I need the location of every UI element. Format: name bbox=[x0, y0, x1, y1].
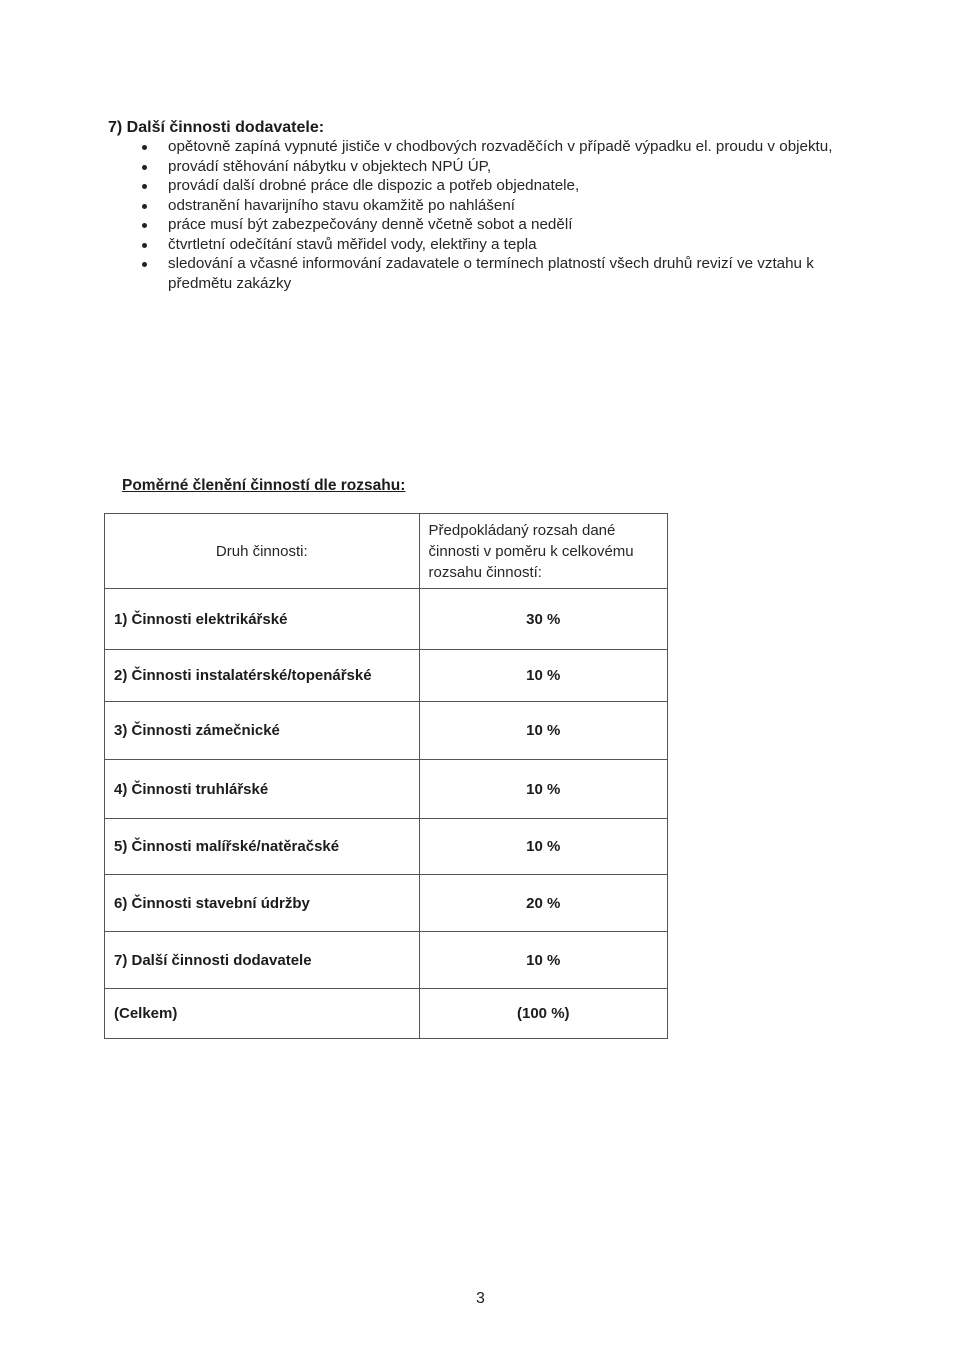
column-header-scope-line: Předpokládaný rozsah dané bbox=[428, 521, 616, 539]
list-item bbox=[142, 215, 852, 235]
list-item bbox=[142, 157, 852, 177]
table-row bbox=[105, 819, 668, 875]
bullet-list bbox=[142, 137, 852, 293]
scope-cell: 10 % bbox=[419, 932, 667, 989]
list-item-text: čtvrtletní odečítání stavů měřidel vody, elektřiny a tepla bbox=[168, 235, 537, 253]
activity-cell: 7) Další činnosti dodavatele bbox=[105, 932, 420, 989]
table-row-total bbox=[105, 989, 668, 1039]
list-item-text: provádí další drobné práce dle dispozic a potřeb objednatele, bbox=[168, 177, 580, 194]
table-row bbox=[105, 650, 668, 702]
bullet-icon bbox=[142, 165, 147, 170]
list-item bbox=[142, 196, 852, 216]
list-item-text: sledování a včasné informování zadavatele o termínech platností všech druhů revizí ve vztahu k předmětu zakázky bbox=[168, 255, 814, 292]
table-title: Poměrné členění činností dle rozsahu: bbox=[122, 477, 406, 494]
activity-cell: 6) Činnosti stavební údržby bbox=[105, 875, 420, 932]
activity-cell: 2) Činnosti instalatérské/topenářské bbox=[105, 650, 420, 702]
column-header-scope-line: činnosti v poměru k celkovému bbox=[428, 542, 634, 560]
table-header-row bbox=[105, 514, 668, 589]
bullet-icon bbox=[142, 262, 147, 267]
list-item bbox=[142, 254, 852, 293]
list-item-text: odstranění havarijního stavu okamžitě po nahlášení bbox=[168, 196, 515, 214]
scope-cell: 20 % bbox=[419, 875, 667, 932]
table-row bbox=[105, 702, 668, 760]
column-header-scope bbox=[419, 514, 667, 589]
activity-cell: 5) Činnosti malířské/natěračské bbox=[105, 819, 420, 875]
section-heading: 7) Další činnosti dodavatele: bbox=[108, 119, 325, 136]
bullet-icon bbox=[142, 184, 147, 189]
bullet-icon bbox=[142, 204, 147, 209]
list-item-text: opětovně zapíná vypnuté jističe v chodbových rozvaděčích v případě výpadku el. proudu v objektu, bbox=[168, 138, 833, 155]
bullet-icon bbox=[142, 243, 147, 248]
list-item-text: práce musí být zabezpečovány denně včetně sobot a nedělí bbox=[168, 216, 573, 233]
table-row bbox=[105, 589, 668, 650]
activity-cell: (Celkem) bbox=[105, 989, 420, 1039]
table-row bbox=[105, 875, 668, 932]
list-item bbox=[142, 235, 852, 255]
scope-cell: 10 % bbox=[419, 702, 667, 760]
scope-cell: 30 % bbox=[419, 589, 667, 650]
column-header-scope-line: rozsahu činností: bbox=[428, 563, 542, 581]
table-row bbox=[105, 932, 668, 989]
page-number: 3 bbox=[476, 1290, 485, 1307]
column-header-activity: Druh činnosti: bbox=[105, 514, 420, 589]
list-item bbox=[142, 137, 852, 157]
scope-cell: (100 %) bbox=[419, 989, 667, 1039]
activity-cell: 4) Činnosti truhlářské bbox=[105, 760, 420, 819]
activity-cell: 1) Činnosti elektrikářské bbox=[105, 589, 420, 650]
bullet-icon bbox=[142, 145, 147, 150]
scope-cell: 10 % bbox=[419, 650, 667, 702]
scope-cell: 10 % bbox=[419, 760, 667, 819]
activity-cell: 3) Činnosti zámečnické bbox=[105, 702, 420, 760]
list-item-text: provádí stěhování nábytku v objektech NPÚ ÚP, bbox=[168, 157, 492, 175]
activity-scope-table bbox=[104, 513, 668, 1039]
bullet-icon bbox=[142, 223, 147, 228]
scope-cell: 10 % bbox=[419, 819, 667, 875]
table-row bbox=[105, 760, 668, 819]
list-item bbox=[142, 176, 852, 196]
